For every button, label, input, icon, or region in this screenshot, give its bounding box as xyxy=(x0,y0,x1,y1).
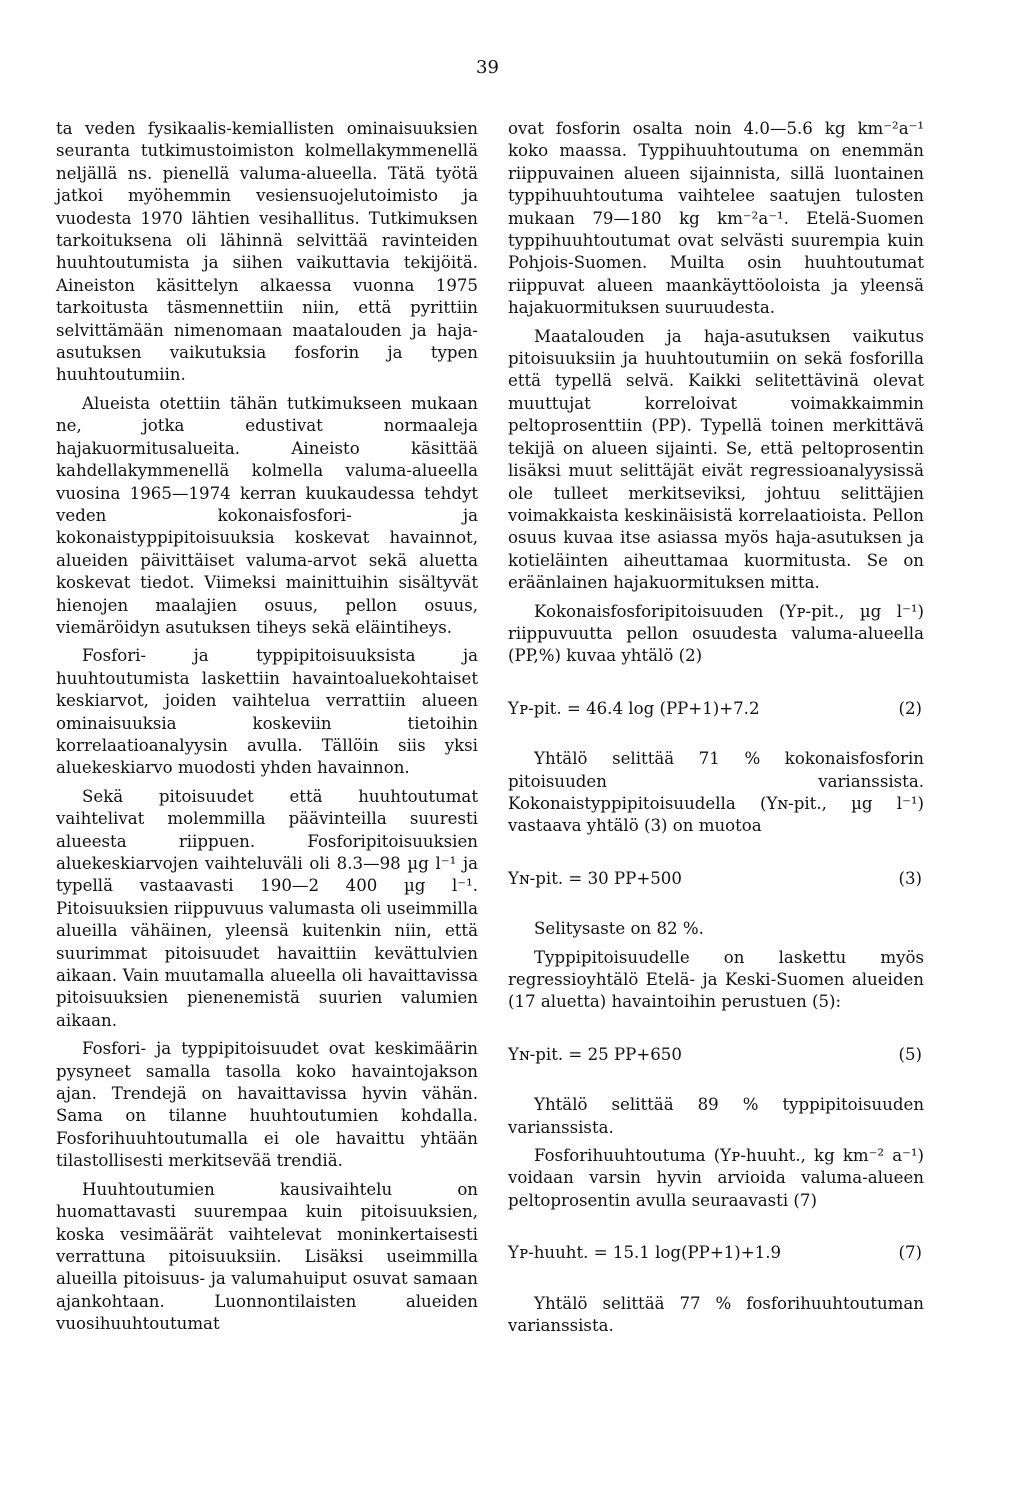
equation-7 xyxy=(508,1242,924,1264)
paragraph: Yhtälö selittää 71 % kokonaisfosforin pitoisuuden varianssista. Kokonaistyppipitoisuudella (Yɴ-pit., µg l⁻¹) vastaava yhtälö (3) on muotoa xyxy=(508,749,924,836)
page-number: 39 xyxy=(476,57,499,78)
paragraph: Yhtälö selittää 89 % typpipitoisuuden varianssista. xyxy=(508,1095,924,1137)
equation-number: (7) xyxy=(898,1243,922,1263)
paragraph: Fosfori- ja typpipitoisuuksista ja huuhtoutumista laskettiin havaintoaluekohtaiset keskiarvot, joiden vaihtelua verrattiin alueen ominaisuuksia koskeviin tietoihin korrelaatioanalyysin avulla. Tällöin siis yksi aluekeskiarvo muodosti yhden havainnon. xyxy=(56,646,478,778)
paragraph: ovat fosforin osalta noin 4.0—5.6 kg km⁻²a⁻¹ koko maassa. Typpihuuhtoutuma on enemmän riippuvainen alueen sijainnista, sillä luontainen typpihuuhtoutuma vaihtelee saatujen tulosten mukaan 79—180 kg km⁻²a⁻¹. Etelä-Suomen typpihuuhtoutumat ovat selvästi suurempia kuin Pohjois-Suomen. Muilta osin huuhtoutumat riippuvat alueen maankäyttöoloista ja yleensä hajakuormituksen suuruudesta. xyxy=(508,119,924,318)
paragraph: Typpipitoisuudelle on laskettu myös regressioyhtälö Etelä- ja Keski-Suomen alueiden (17 aluetta) havaintoihin perustuen (5): xyxy=(508,947,924,1012)
equation-number: (3) xyxy=(898,868,922,888)
equation-expression: Yɴ-pit. = 30 PP+500 xyxy=(508,868,682,888)
paragraph: Maatalouden ja haja-asutuksen vaikutus pitoisuuksiin ja huuhtoutumiin on sekä fosforilla että typellä selvä. Kaikki selitettävinä olevat muuttujat korreloivat voimakkaimmin peltoprosenttiin (PP). Typellä toinen merkittävä tekijä on alueen sijainti. Se, että peltoprosentin lisäksi muut selittäjät eivät regressioanalyysissä ole tulleet merkitseviksi, johtuu selittäjien voimakkaista keskinäisistä korrelaatioista. Pellon osuus kuvaa itse asiassa myös haja-asutuksen ja kotieläinten aiheuttamaa kuormitusta. Se on eräänlainen hajakuormituksen mitta. xyxy=(508,326,924,593)
left-column xyxy=(56,118,478,1342)
paragraph: Sekä pitoisuudet että huuhtoutumat vaihtelivat molemmilla päävinteilla suuresti alueesta riippuen. Fosforipitoisuuksien aluekeskiarvojen vaihteluväli oli 8.3—98 µg l⁻¹ ja typellä vastaavasti 190—2 400 µg l⁻¹. Pitoisuuksien riippuvuus valumasta oli useimmilla alueilla vähäinen, yleensä kuitenkin niin, että suurimmat pitoisuudet havaittiin kevättulvien aikaan. Vain muutamalla alueella oli havaittavissa pitoisuuksien pienenemistä suurien valumien aikaan. xyxy=(56,786,478,1030)
paragraph: Selitysaste on 82 %. xyxy=(534,919,704,939)
right-column xyxy=(508,118,924,1343)
equation-expression: Yᴘ-pit. = 46.4 log (PP+1)+7.2 xyxy=(508,698,760,718)
equation-number: (2) xyxy=(898,698,922,718)
paragraph: Fosfori- ja typpipitoisuudet ovat keskimäärin pysyneet samalla tasolla koko havaintojakson ajan. Trendejä on havaittavissa hyvin vähän. Sama on tilanne huuhtoutumien kohdalla. Fosforihuuhtoutumalla ei ole havaittu yhtään tilastollisesti merkitsevää trendiä. xyxy=(56,1039,478,1171)
equation-5 xyxy=(508,1044,924,1066)
equation-number: (5) xyxy=(898,1044,922,1064)
equation-expression: Yᴘ-huuht. = 15.1 log(PP+1)+1.9 xyxy=(508,1243,782,1263)
equation-3 xyxy=(508,868,924,890)
paragraph: ta veden fysikaalis-kemiallisten ominaisuuksien seuranta tutkimustoimiston kolmellakymmenellä neljällä ns. pienellä valuma-alueella. Tätä työtä jatkoi myöhemmin vesiensuojelutoimisto ja vuodesta 1970 lähtien vesihallitus. Tutkimuksen tarkoituksena oli lähinnä selvittää ravinteiden huuhtoutumista ja siihen vaikuttavia tekijöitä. Aineiston käsittelyn alkaessa vuonna 1975 tarkoitusta täsmennettiin niin, että pyrittiin selvittämään nimenomaan maatalouden ja haja-asutuksen vaikutuksia fosforin ja typen huuhtoutumiin. xyxy=(56,119,478,385)
equation-2 xyxy=(508,698,924,720)
paragraph: Fosforihuuhtoutuma (Yᴘ-huuht., kg km⁻² a⁻¹) voidaan varsin hyvin arvioida valuma-alueen peltoprosentin avulla seuraavasti (7) xyxy=(508,1146,924,1210)
paragraph: Kokonaisfosforipitoisuuden (Yᴘ-pit., µg l⁻¹) riippuvuutta pellon osuudesta valuma-alueella (PP,%) kuvaa yhtälö (2) xyxy=(508,601,924,666)
paragraph: Alueista otettiin tähän tutkimukseen mukaan ne, jotka edustivat normaaleja hajakuormitusalueita. Aineisto käsittää kahdellakymmenellä kolmella valuma-alueella vuosina 1965—1974 kerran kuukaudessa tehdyt veden kokonaisfosfori- ja kokonaistyppipitoisuuksia koskevat havainnot, alueiden päivittäiset valuma-arvot sekä aluetta koskevat tiedot. Viimeksi mainittuihin sisältyvät hienojen maalajien osuus, pellon osuus, viemäröidyn asutuksen tiheys sekä eläintiheys. xyxy=(56,393,478,637)
paragraph: Yhtälö selittää 77 % fosforihuuhtoutuman varianssista. xyxy=(508,1293,924,1336)
equation-expression: Yɴ-pit. = 25 PP+650 xyxy=(508,1044,682,1064)
paragraph: Huuhtoutumien kausivaihtelu on huomattavasti suurempaa kuin pitoisuuksien, koska vesimäärät vaihtelevat moninkertaisesti verrattuna pitoisuuksiin. Lisäksi useimmilla alueilla pitoisuus- ja valumahuiput osuvat samaan ajankohtaan. Luonnontilaisten alueiden vuosihuuhtoutumat xyxy=(56,1179,478,1334)
